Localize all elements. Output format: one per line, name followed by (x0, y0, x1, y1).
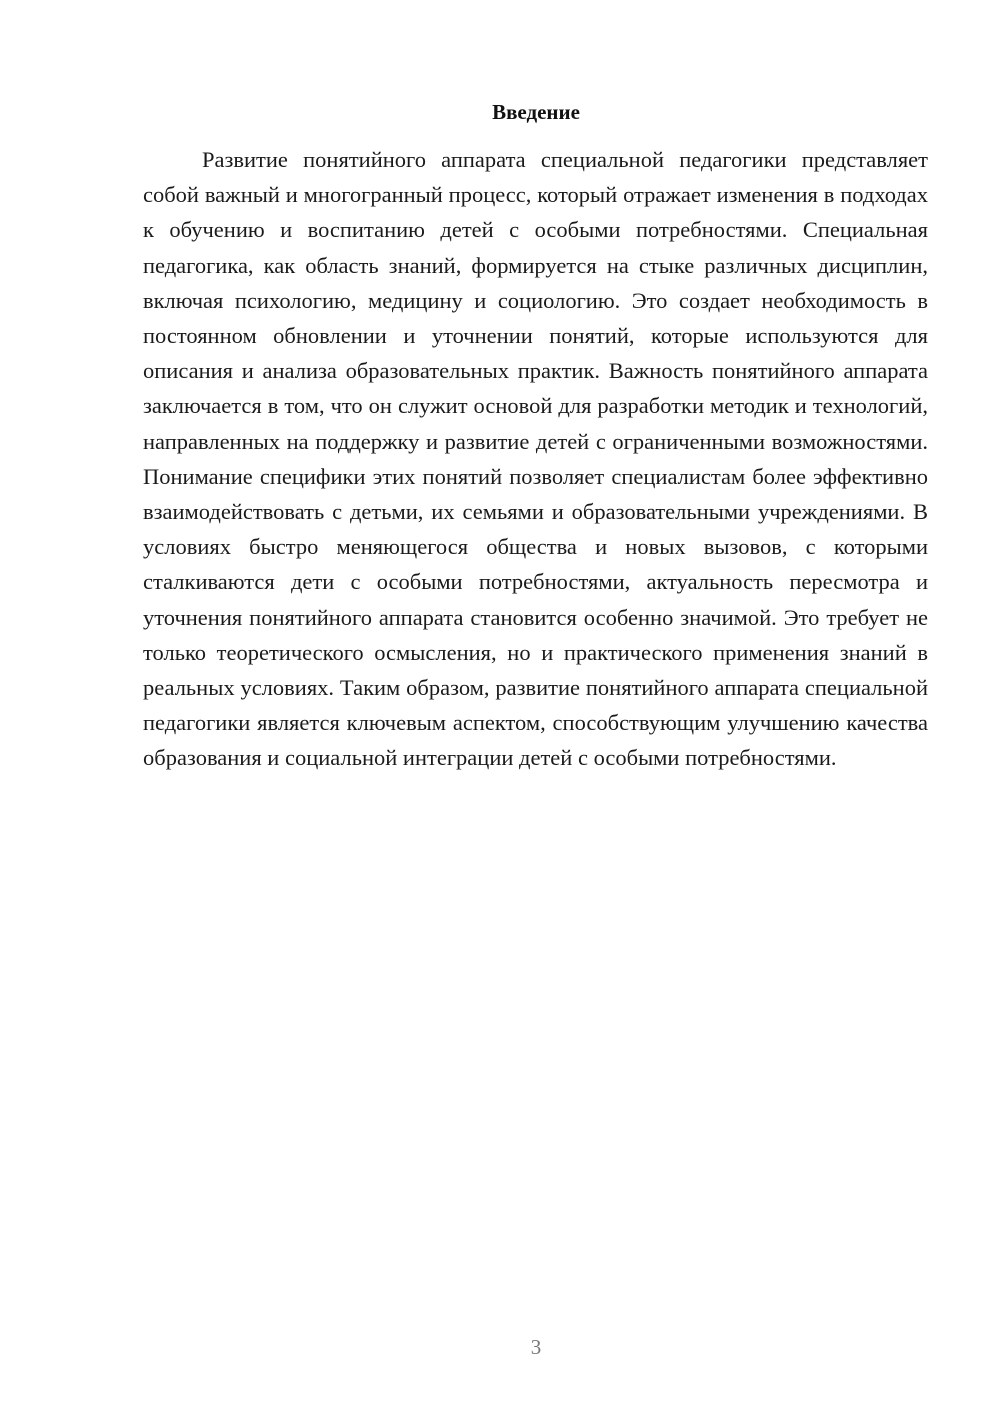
body-paragraph: Развитие понятийного аппарата специальной педагогики представляет собой важный и многогранный процесс, который отражает изменения в подходах к обучению и воспитанию детей с особыми потребностями. Специальная педагогика, как область знаний, формируется на стыке различных дисциплин, включая психологию, медицину и социологию. Это создает необходимость в постоянном обновлении и уточнении понятий, которые используются для описания и анализа образовательных практик. Важность понятийного аппарата заключается в том, что он служит основой для разработки методик и технологий, направленных на поддержку и развитие детей с ограниченными возможностями. Понимание специфики этих понятий позволяет специалистам более эффективно взаимодействовать с детьми, их семьями и образовательными учреждениями. В условиях быстро меняющегося общества и новых вызовов, с которыми сталкиваются дети с особыми потребностями, актуальность пересмотра и уточнения понятийного аппарата становится особенно значимой. Это требует не только теоретического осмысления, но и практического применения знаний в реальных условиях. Таким образом, развитие понятийного аппарата специальной педагогики является ключевым аспектом, способствующим улучшению качества образования и социальной интеграции детей с особыми потребностями. (143, 147, 928, 771)
page-number: 3 (530, 1335, 542, 1359)
section-heading: Введение (492, 100, 580, 124)
